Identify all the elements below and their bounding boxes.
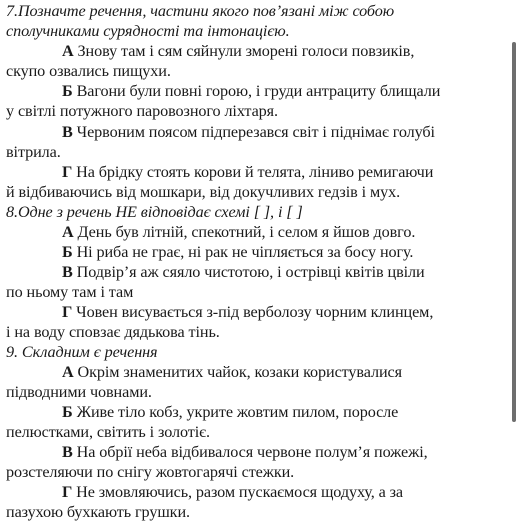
question-7-option-a-continuation: скупо озвались пищухи. (6, 62, 171, 80)
question-7-option-a (62, 41, 414, 61)
option-letter: Г (62, 303, 73, 321)
option-text: Ні риба не грає, ні рак не чіпляється за босу ногу. (76, 243, 414, 261)
option-letter: В (62, 443, 73, 461)
question-9-prompt: 9. Складним є речення (6, 343, 158, 361)
question-7-prompt-line-2: сполучниками сурядності та інтонацією. (6, 22, 290, 40)
question-9-option-v-continuation: розстеляючи по снігу жовтогарячі стежки. (6, 463, 295, 481)
question-8-option-v-continuation: по ньому там і там (6, 283, 134, 301)
question-9-option-h-continuation: пазухою бухкають грушки. (6, 503, 190, 521)
option-letter: В (62, 123, 73, 141)
option-text: Червоним поясом підперезався світ і піднімає голубі (76, 123, 435, 141)
option-text: Окрім знаменитих чайок, козаки користувалися (77, 363, 402, 381)
option-text: Вагони були повні горою, і груди антрациту блищали (76, 82, 441, 100)
option-letter: Г (62, 483, 73, 501)
option-letter: Б (62, 82, 73, 100)
question-9-option-a (62, 362, 402, 382)
question-9-option-a-continuation: підводними човнами. (6, 383, 152, 401)
option-text: Не змовляючись, разом пускаємося щодуху, а за (76, 483, 404, 501)
question-9-option-h (62, 482, 403, 502)
question-7-option-b-continuation: у світлі потужного паровозного ліхтаря. (6, 102, 278, 120)
question-8-option-v (62, 262, 425, 282)
question-9-option-b-continuation: пелюстками, світить і золотіє. (6, 423, 210, 441)
option-letter: А (62, 223, 74, 241)
option-text: Подвір’я аж сяяло чистотою, і острівці квітів цвіли (76, 263, 425, 281)
question-8-prompt: 8.Одне з речень НЕ відповідає схемі [ ], і [ ] (6, 203, 303, 221)
question-7-option-v (62, 122, 435, 142)
option-text: День був літній, спекотний, і селом я йшов довго. (77, 223, 416, 241)
option-letter: Б (62, 243, 73, 261)
option-letter: А (62, 42, 74, 60)
option-text: Човен висувається з-під верболозу чорним клинцем, (76, 303, 434, 321)
option-text: Живе тіло кобз, укрите жовтим пилом, поросле (76, 403, 399, 421)
question-7-option-v-continuation: вітрила. (6, 143, 61, 161)
question-8-option-h (62, 302, 433, 322)
option-letter: В (62, 263, 73, 281)
option-text: На обрії неба відбивалося червоне полум’я пожежі, (76, 443, 428, 461)
question-8-option-b (62, 242, 413, 262)
question-7-option-b (62, 81, 440, 101)
option-text: Знову там і сям сяйнули зморені голоси повзиків, (77, 42, 415, 60)
question-7-option-h (62, 162, 433, 182)
question-7-prompt-line-1: 7.Позначте речення, частини якого пов’язані між собою (6, 2, 395, 20)
option-letter: Б (62, 403, 73, 421)
vertical-scrollbar[interactable] (512, 42, 516, 422)
option-letter: Г (62, 163, 73, 181)
question-9-option-v (62, 442, 428, 462)
question-7-option-h-continuation: й відбиваючись від мошкари, від докучливих гедзів і мух. (6, 183, 401, 201)
question-8-option-h-continuation: і на воду сповзає дядькова тінь. (6, 323, 220, 341)
option-letter: А (62, 363, 74, 381)
option-text: На брідку стоять корови й телята, ліниво ремигаючи (76, 163, 434, 181)
question-8-option-a (62, 222, 415, 242)
question-9-option-b (62, 402, 398, 422)
